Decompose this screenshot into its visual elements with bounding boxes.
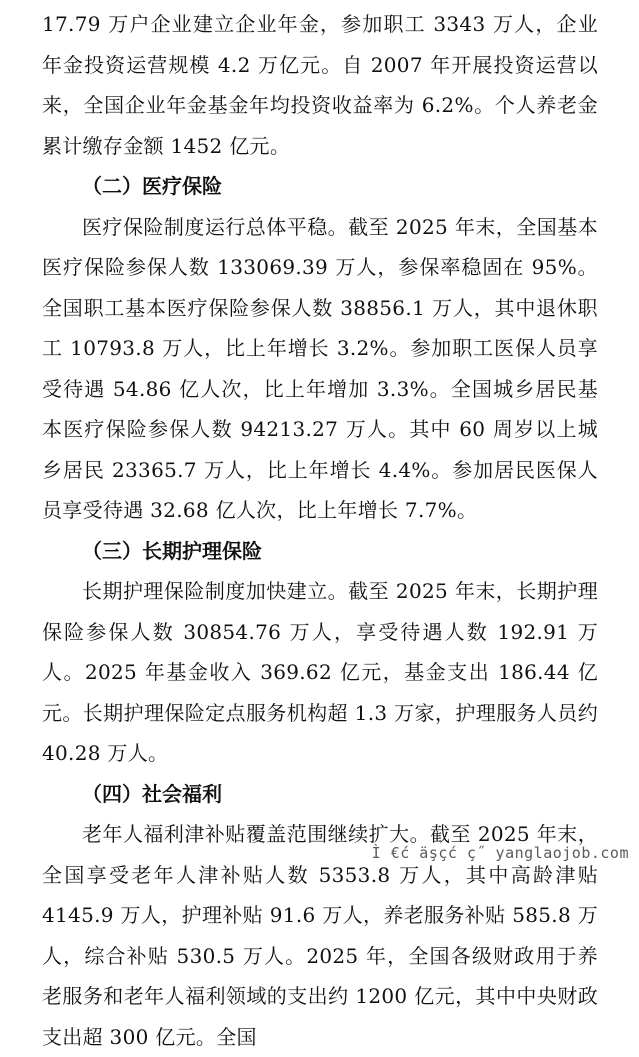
paragraph-long-term-care: 长期护理保险制度加快建立。截至 2025 年末，长期护理保险参保人数 30854.76 万人，享受待遇人数 192.91 万人。2025 年基金收入 369.62 亿元，基金支出 186.44 亿元。长期护理保险定点服务机构超 1.3 万家，护理服务人员约 40.28 万人。 bbox=[42, 579, 598, 765]
section-heading-long-term-care: （三）长期护理保险 bbox=[82, 538, 262, 563]
paragraph-social-welfare: 老年人福利津补贴覆盖范围继续扩大。截至 2025 年末，全国享受老年人津补贴人数 5353.8 万人，其中高龄津贴 4145.9 万人，护理补贴 91.6 万人，养老服务补贴 585.8 万人，综合补贴 530.5 万人。2025 年，全国各级财政用于养老服务和老年人福利领域的支出约 1200 亿元，其中中央财政支出超 300 亿元。全国 bbox=[42, 822, 598, 1049]
document-page bbox=[42, 4, 598, 1057]
paragraph-enterprise-annuity: 17.79 万户企业建立企业年金，参加职工 3343 万人，企业年金投资运营规模 4.2 万亿元。自 2007 年开展投资运营以来，全国企业年金基金年均投资收益率为 6.2%。个人养老金累计缴存金额 1452 亿元。 bbox=[42, 12, 598, 158]
paragraph-medical-insurance: 医疗保险制度运行总体平稳。截至 2025 年末，全国基本医疗保险参保人数 133069.39 万人，参保率稳固在 95%。全国职工基本医疗保险参保人数 38856.1 万人，其中退休职工 10793.8 万人，比上年增长 3.2%。参加职工医保人员享受待遇 54.86 亿人次，比上年增加 3.3%。全国城乡居民基本医疗保险参保人数 94213.27 万人。其中 60 周岁以上城乡居民 23365.7 万人，比上年增长 4.4%。参加居民医保人员享受待遇 32.68 亿人次，比上年增长 7.7%。 bbox=[42, 214, 598, 522]
site-watermark: Ì €ć äşçć ç˝ yanglaojob.com bbox=[371, 844, 629, 862]
section-heading-social-welfare: （四）社会福利 bbox=[82, 781, 222, 806]
section-heading-medical-insurance: （二）医疗保险 bbox=[82, 174, 222, 198]
